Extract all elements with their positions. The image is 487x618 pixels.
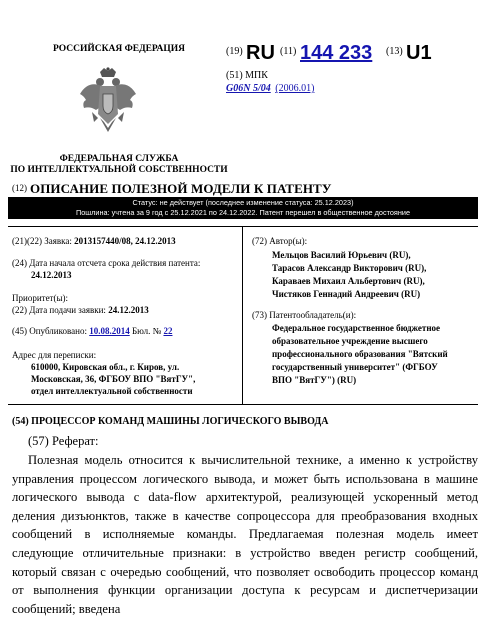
author-item: Тарасов Александр Викторович (RU), bbox=[272, 263, 427, 273]
published-row bbox=[12, 325, 238, 338]
agency-name-line2: ПО ИНТЕЛЛЕКТУАЛЬНОЙ СОБСТВЕННОСТИ bbox=[10, 165, 228, 175]
table-top-rule bbox=[8, 226, 478, 227]
application-label: (21)(22) Заявка: bbox=[12, 236, 72, 246]
status-line: Статус: не действует (последнее изменение статуса: 25.12.2023) bbox=[132, 198, 354, 207]
code-13: (13) bbox=[386, 46, 403, 57]
table-divider bbox=[242, 226, 243, 404]
kind-code: U1 bbox=[406, 42, 432, 64]
priority-label: Приоритет(ы): bbox=[12, 293, 69, 303]
fee-line: Пошлина: учтена за 9 год с 25.12.2021 по 24.12.2022. Патент перешел в общественное достояние bbox=[75, 208, 411, 217]
term-label: (24) Дата начала отсчета срока действия патента: bbox=[12, 258, 201, 268]
application-row bbox=[12, 235, 238, 248]
filing-value: 24.12.2013 bbox=[108, 305, 149, 315]
country-name: РОССИЙСКАЯ ФЕДЕРАЦИЯ bbox=[52, 44, 186, 54]
address-line: отдел интеллектуальной собственности bbox=[31, 386, 193, 396]
filing-row bbox=[12, 304, 238, 317]
patent-number-link[interactable]: 144 233 bbox=[300, 42, 373, 64]
ipc-date-link[interactable]: (2006.01) bbox=[275, 83, 315, 94]
code-12: (12) bbox=[12, 183, 27, 193]
address-label: Адрес для переписки: bbox=[12, 350, 97, 360]
author-item: Чистяков Геннадий Андреевич (RU) bbox=[272, 289, 421, 299]
agency-name-line1: ФЕДЕРАЛЬНАЯ СЛУЖБА bbox=[59, 154, 179, 164]
published-label: (45) Опубликовано: bbox=[12, 326, 87, 336]
filing-label: (22) Дата подачи заявки: bbox=[12, 305, 106, 315]
coat-of-arms-icon bbox=[78, 66, 138, 138]
bulletin-number-link[interactable]: 22 bbox=[163, 326, 173, 336]
code-11: (11) bbox=[280, 46, 297, 57]
abstract-text: Полезная модель относится к вычислительной технике, а именно к устройству управления процессом логического вывода, и может быть использована в машине логического вывода с data-flow архитектурой, реализующей ускоренный метод деления дизъюнктов, также в качестве сопроцессора для преобразования входных сообщений в исполняемые команды. Предлагаемая полезная модель имеет следующие отличительные признаки: в устройство введен регистр сообщений, который связан с очередью сообщений, что позволяет освободить процессор команд от выполнения функции организации доступа к ресурсам и диспетчеризации сообщений; введена bbox=[12, 453, 478, 616]
term-value: 24.12.2013 bbox=[31, 270, 72, 280]
published-date-link[interactable]: 10.08.2014 bbox=[89, 326, 130, 336]
author-item: Караваев Михаил Альбертович (RU), bbox=[272, 276, 425, 286]
address-line: Московская, 36, ФГБОУ ВПО "ВятГУ", bbox=[31, 374, 196, 384]
owner-line: образовательное учреждение высшего bbox=[272, 336, 428, 346]
owner-label: (73) Патентообладатель(и): bbox=[252, 310, 357, 320]
owner-line: Федеральное государственное бюджетное bbox=[272, 323, 441, 333]
ipc-class-link[interactable]: G06N 5/04 bbox=[226, 83, 271, 94]
ipc-label: (51) МПК bbox=[226, 70, 268, 81]
bulletin-label: Бюл. № bbox=[131, 326, 162, 336]
owner-line: государственный университет" (ФГБОУ bbox=[272, 362, 438, 372]
address-line: 610000, Кировская обл., г. Киров, ул. bbox=[31, 362, 180, 372]
document-title: ОПИСАНИЕ ПОЛЕЗНОЙ МОДЕЛИ К ПАТЕНТУ bbox=[30, 181, 332, 196]
owner-line: профессионального образования "Вятский bbox=[272, 349, 448, 359]
application-value: 2013157440/08, 24.12.2013 bbox=[74, 236, 176, 246]
author-item: Мельцов Василий Юрьевич (RU), bbox=[272, 250, 411, 260]
abstract-label: (57) Реферат: bbox=[28, 434, 99, 448]
owner-line: ВПО "ВятГУ") (RU) bbox=[272, 375, 357, 385]
code-19: (19) bbox=[226, 46, 243, 57]
invention-title: (54) ПРОЦЕССОР КОМАНД МАШИНЫ ЛОГИЧЕСКОГО ВЫВОДА bbox=[12, 416, 329, 427]
authors-label: (72) Автор(ы): bbox=[252, 236, 308, 246]
table-bottom-rule bbox=[8, 404, 478, 405]
country-code: RU bbox=[246, 42, 275, 64]
